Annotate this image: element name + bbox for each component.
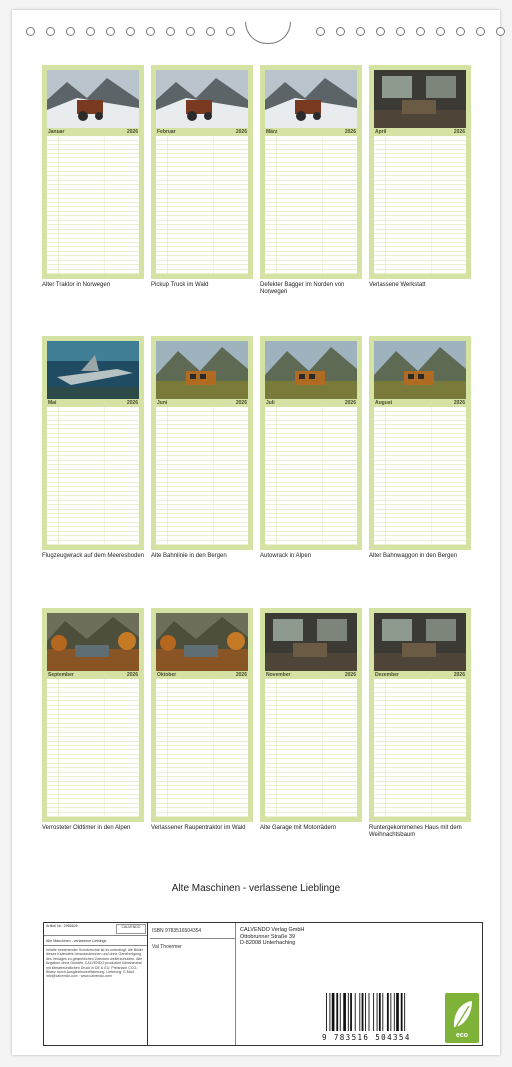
month-card <box>151 608 253 831</box>
binding-ring <box>106 27 115 36</box>
month-year: 2026 <box>126 400 138 406</box>
month-caption: Flugzeugwrack auf dem Meeresboden <box>42 553 145 559</box>
month-header <box>156 671 248 679</box>
month-card <box>369 608 471 838</box>
month-year: 2026 <box>235 672 247 678</box>
publisher-address: CALVENDO Verlag GmbH Ottobrunner Straße 39 D-82008 Unterhaching <box>240 927 305 946</box>
month-header <box>156 399 248 407</box>
binding-ring <box>336 27 345 36</box>
binding-ring <box>26 27 35 36</box>
barcode-digits: 9 783516 504354 <box>322 1033 411 1042</box>
month-name: Mai <box>48 400 57 406</box>
month-caption: Verlassener Raupentraktor im Wald <box>151 825 246 831</box>
calendar-sheet <box>12 10 500 1055</box>
calvendo-logo: CALVENDO <box>116 924 146 934</box>
month-name: Februar <box>157 129 176 135</box>
binding-ring <box>206 27 215 36</box>
month-caption: Pickup Truck im Wald <box>151 282 209 288</box>
month-photo <box>374 341 466 399</box>
day-grid <box>156 407 248 545</box>
month-photo <box>156 341 248 399</box>
month-photo <box>156 70 248 128</box>
month-year: 2026 <box>235 400 247 406</box>
month-caption: Verlassene Werkstatt <box>369 282 426 288</box>
binding-ring <box>356 27 365 36</box>
imprint-left-column <box>44 923 148 1045</box>
month-photo <box>374 70 466 128</box>
binding-ring <box>496 27 505 36</box>
month-card <box>151 65 253 288</box>
month-photo <box>47 341 139 399</box>
binding-ring <box>226 27 235 36</box>
month-card <box>369 65 471 288</box>
eco-badge: eco <box>445 993 479 1043</box>
month-card <box>260 608 362 831</box>
month-card <box>369 336 471 559</box>
day-grid <box>47 136 139 274</box>
month-photo <box>47 613 139 671</box>
month-photo <box>265 341 357 399</box>
day-grid <box>156 679 248 817</box>
day-grid <box>374 679 466 817</box>
month-name: März <box>266 129 278 135</box>
month-caption: Autowrack in Alpen <box>260 553 312 559</box>
imprint-title: Alte Maschinen - verlassene Lieblinge <box>46 939 107 943</box>
month-name: Dezember <box>375 672 399 678</box>
month-year: 2026 <box>235 129 247 135</box>
month-photo <box>47 70 139 128</box>
imprint-middle-column <box>150 923 236 1045</box>
month-photo <box>265 613 357 671</box>
month-year: 2026 <box>453 672 465 678</box>
month-header <box>374 399 466 407</box>
month-name: September <box>48 672 74 678</box>
month-name: November <box>266 672 291 678</box>
month-caption: Defekter Bagger im Norden von Norwegen <box>260 282 345 295</box>
month-header <box>156 128 248 136</box>
month-caption: Verrosteter Oldtimer in den Alpen <box>42 825 131 831</box>
binding-ring <box>456 27 465 36</box>
month-photo <box>374 613 466 671</box>
month-card <box>260 336 362 559</box>
month-name: Januar <box>48 129 65 135</box>
month-card <box>42 336 145 559</box>
calendar-title: Alte Maschinen - verlassene Lieblinge <box>171 883 341 894</box>
binding-ring <box>66 27 75 36</box>
month-header <box>47 671 139 679</box>
day-grid <box>47 407 139 545</box>
month-header <box>47 128 139 136</box>
month-header <box>47 399 139 407</box>
month-card <box>260 65 362 295</box>
month-name: April <box>375 129 387 135</box>
month-photo <box>265 70 357 128</box>
day-grid <box>47 679 139 817</box>
day-grid <box>265 136 357 274</box>
binding-ring <box>166 27 175 36</box>
month-caption: Runtergekommenes Haus mit dem Weihnachtsbaum <box>369 825 462 838</box>
month-year: 2026 <box>453 129 465 135</box>
month-year: 2026 <box>344 400 356 406</box>
month-year: 2026 <box>344 129 356 135</box>
imprint-box <box>43 922 483 1046</box>
binding-ring <box>126 27 135 36</box>
month-caption: Alter Bahnwaggon in den Bergen <box>369 553 458 559</box>
month-header <box>265 399 357 407</box>
month-name: Juli <box>266 400 275 406</box>
day-grid <box>374 407 466 545</box>
month-caption: Alte Garage mit Motorrädern <box>260 825 337 831</box>
author: Val Thoermer <box>152 944 182 950</box>
binding-ring <box>86 27 95 36</box>
binding-ring <box>376 27 385 36</box>
month-caption: Alter Traktor in Norwegen <box>42 282 111 288</box>
binding-ring <box>46 27 55 36</box>
month-header <box>374 128 466 136</box>
month-card <box>42 608 144 831</box>
month-header <box>265 671 357 679</box>
month-photo <box>156 613 248 671</box>
month-header <box>265 128 357 136</box>
day-grid <box>265 407 357 545</box>
month-year: 2026 <box>126 129 138 135</box>
article-number: Artikel Nr.: 2965826 <box>46 924 78 928</box>
binding-ring <box>146 27 155 36</box>
binding-ring <box>316 27 325 36</box>
binding-ring <box>416 27 425 36</box>
month-card <box>42 65 144 288</box>
binding-ring <box>396 27 405 36</box>
imprint-right-column <box>238 923 482 1045</box>
month-card <box>151 336 253 559</box>
day-grid <box>156 136 248 274</box>
legal-notice: Inhalte bestehender Schutzrechte ist es unbedingt, die Bilder dieses Kalenders herauszutrennen und ohne Genehmigung des Verlages zu gewerblichen Zwecken weiterzunutzen. Alle Angaben ohne Gewähr. CALVENDO produziert klimaneutral mit klimafreundlichen Druck in DE & EU. Preisnach CCO-Bilanz durch Ausgleichszertifizierung. Lieferung: E-Mail: info@calvendo.com · www.calvendo.com <box>46 948 143 979</box>
day-grid <box>265 679 357 817</box>
month-name: Juni <box>157 400 168 406</box>
month-year: 2026 <box>453 400 465 406</box>
month-year: 2026 <box>126 672 138 678</box>
binding-ring <box>436 27 445 36</box>
month-year: 2026 <box>344 672 356 678</box>
month-caption: Alte Bahnlinie in den Bergen <box>151 553 227 559</box>
month-header <box>374 671 466 679</box>
isbn: ISBN 9783516504354 <box>152 928 202 934</box>
month-name: August <box>375 400 393 406</box>
binding-ring <box>186 27 195 36</box>
month-name: Oktober <box>157 672 177 678</box>
day-grid <box>374 136 466 274</box>
binding-ring <box>476 27 485 36</box>
